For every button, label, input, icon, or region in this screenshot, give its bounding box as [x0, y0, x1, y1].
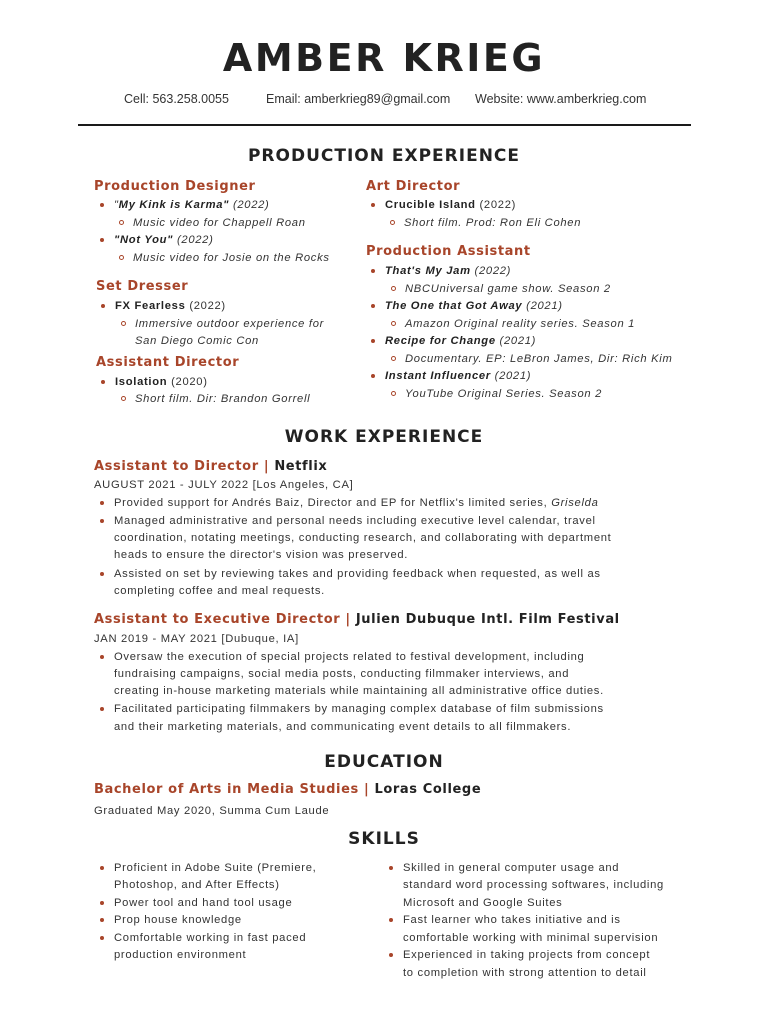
job-dates: JAN 2019 - MAY 2021 [Dubuque, IA]: [94, 633, 299, 645]
role-art-director: Art Director: [366, 179, 461, 194]
contact-email: Email: amberkrieg89@gmail.com: [266, 92, 451, 106]
list-item-continued: completing coffee and meal requests.: [114, 585, 325, 597]
list-item: Power tool and hand tool usage: [114, 897, 293, 909]
section-title-work: WORK EXPERIENCE: [284, 427, 484, 447]
list-item-continued: to completion with strong attention to detail: [403, 967, 647, 979]
list-item: [114, 496, 599, 510]
list-subitem: Immersive outdoor experience for: [135, 318, 325, 330]
list-item-continued: comfortable working with minimal supervision: [403, 932, 659, 944]
list-item: Managed administrative and personal needs including executive level calendar, travel: [114, 515, 596, 527]
list-item: Fast learner who takes initiative and is: [403, 914, 621, 926]
list-item: Comfortable working in fast paced: [114, 932, 307, 944]
item-year: (2022): [229, 199, 270, 211]
contact-website: Website: www.amberkrieg.com: [475, 92, 647, 106]
list-item: Experienced in taking projects from concept: [403, 949, 651, 961]
item-title: "Not You": [114, 234, 174, 246]
list-subitem: Short film. Dir: Brandon Gorrell: [135, 393, 311, 405]
school-name: Loras College: [374, 782, 482, 797]
item-year: (2022): [470, 265, 512, 277]
list-subitem: Amazon Original reality series. Season 1: [405, 318, 636, 330]
list-item: [385, 264, 511, 278]
list-item-continued: creating in-house marketing materials while maintaining all administrative office duties.: [114, 685, 604, 697]
job-dates: AUGUST 2021 - JULY 2022 [Los Angeles, CA]: [94, 479, 354, 491]
item-title: FX Fearless: [115, 300, 186, 312]
job-org: Julien Dubuque Intl. Film Festival: [355, 612, 620, 627]
section-title-production: PRODUCTION EXPERIENCE: [247, 146, 521, 166]
item-title: Recipe for Change: [385, 335, 496, 347]
role-set-dresser: Set Dresser: [96, 279, 189, 294]
job-title: [94, 612, 620, 627]
item-year: (2021): [522, 300, 563, 312]
item-year: (2022): [173, 234, 214, 246]
resume-name: AMBER KRIEG: [222, 36, 546, 80]
contact-cell: Cell: 563.258.0055: [124, 92, 229, 106]
item-title: Crucible Island: [385, 199, 476, 211]
list-item: [115, 375, 208, 389]
item-title: My Kink is Karma": [118, 199, 230, 211]
list-subitem-continued: San Diego Comic Con: [135, 335, 259, 347]
item-year: (2022): [185, 300, 226, 312]
list-item-continued: Photoshop, and After Effects): [114, 879, 280, 891]
job-role: Assistant to Director |: [94, 459, 275, 474]
list-item-continued: fundraising campaigns, social media posts, conducting filmmaker interviews, and: [114, 668, 570, 680]
item-title: Isolation: [115, 376, 168, 388]
role-assistant-director: Assistant Director: [96, 355, 240, 370]
list-subitem: YouTube Original Series. Season 2: [405, 388, 603, 400]
education-detail: Graduated May 2020, Summa Cum Laude: [94, 805, 330, 817]
degree-name: Bachelor of Arts in Media Studies |: [94, 782, 375, 797]
job-title: [94, 459, 327, 474]
list-item: Prop house knowledge: [114, 914, 242, 926]
item-year: (2021): [490, 370, 532, 382]
item-quote: ": [114, 199, 119, 211]
list-item: [115, 299, 226, 313]
list-item-continued: production environment: [114, 949, 247, 961]
job-role: Assistant to Executive Director |: [94, 612, 356, 627]
list-item: [385, 369, 531, 383]
item-title: That's My Jam: [385, 265, 471, 277]
list-item: [385, 198, 516, 212]
list-item: Skilled in general computer usage and: [403, 862, 620, 874]
item-title: Instant Influencer: [385, 370, 491, 382]
header-divider: [78, 124, 691, 126]
list-item-continued: heads to ensure the director's vision was preserved.: [114, 549, 409, 561]
list-item: Oversaw the execution of special projects related to festival development, including: [114, 651, 585, 663]
job-org: Netflix: [274, 459, 328, 474]
list-item: [385, 334, 536, 348]
bullet-emphasis: Griselda: [551, 497, 599, 509]
list-item: Proficient in Adobe Suite (Premiere,: [114, 862, 317, 874]
section-title-education: EDUCATION: [324, 752, 444, 772]
role-production-designer: Production Designer: [94, 179, 256, 194]
list-item-continued: Microsoft and Google Suites: [403, 897, 563, 909]
item-year: (2022): [475, 199, 517, 211]
section-title-skills: SKILLS: [348, 829, 420, 849]
list-item: [114, 233, 214, 247]
list-subitem: Music video for Josie on the Rocks: [133, 252, 330, 264]
item-year: (2020): [167, 376, 208, 388]
item-title: The One that Got Away: [385, 300, 523, 312]
item-year: (2021): [495, 335, 537, 347]
list-item: Facilitated participating filmmakers by managing complex database of film submissions: [114, 703, 604, 715]
education-degree: [94, 782, 481, 797]
list-item-continued: coordination, notating meetings, conducting research, and collaborating with department: [114, 532, 612, 544]
list-item: Assisted on set by reviewing takes and providing feedback when requested, as well as: [114, 568, 601, 580]
list-item-continued: and their marketing materials, and communicating event details to all filmmakers.: [114, 721, 572, 733]
list-item: [385, 299, 563, 313]
list-subitem: NBCUniversal game show. Season 2: [405, 283, 611, 295]
list-subitem: Documentary. EP: LeBron James, Dir: Rich Kim: [405, 353, 673, 365]
list-item-continued: standard word processing softwares, including: [403, 879, 664, 891]
list-subitem: Music video for Chappell Roan: [133, 217, 306, 229]
bullet-text: Provided support for Andrés Baiz, Director and EP for Netflix's limited series,: [114, 497, 552, 509]
role-production-assistant: Production Assistant: [366, 244, 531, 259]
list-item: [114, 198, 270, 212]
list-subitem: Short film. Prod: Ron Eli Cohen: [404, 217, 582, 229]
